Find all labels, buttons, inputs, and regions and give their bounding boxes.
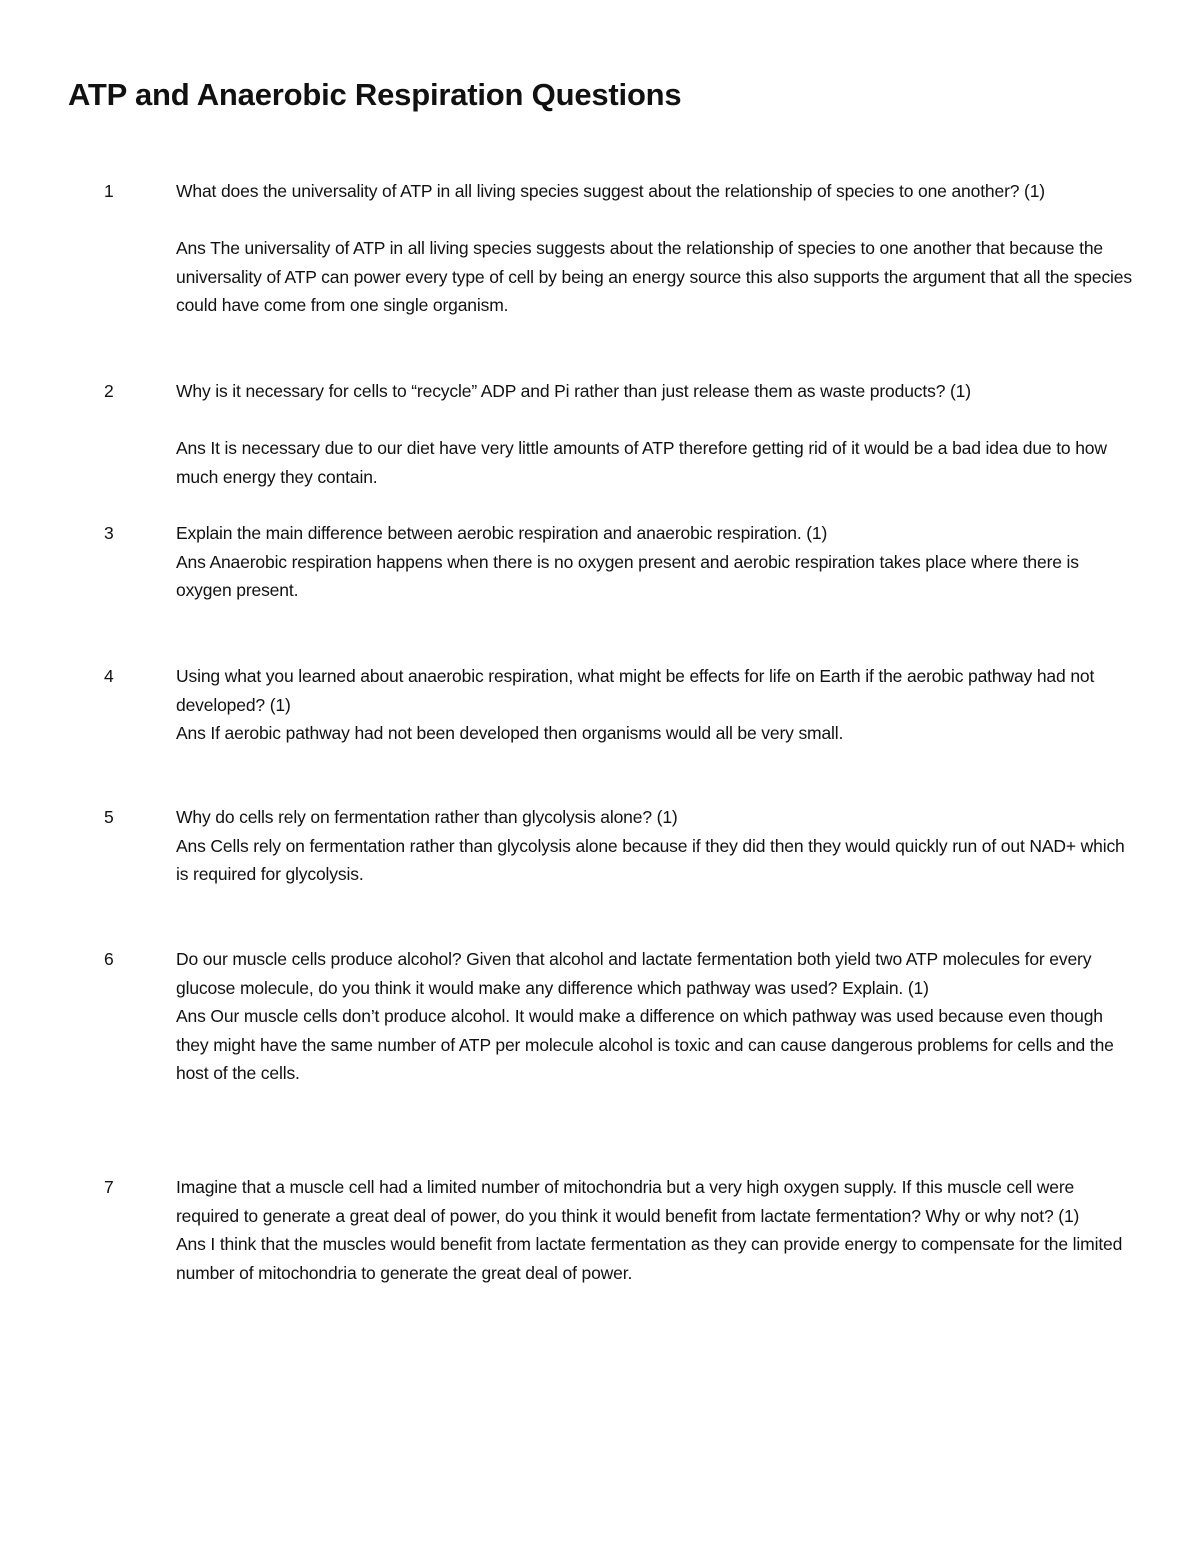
- question-body: [176, 377, 1136, 491]
- answer-text: Ans Our muscle cells don’t produce alcohol. It would make a difference on which pathway was used because even though they might have the same number of ATP per molecule alcohol is toxic and can cause dangerous problems for cells and the host of the cells.: [176, 1006, 1114, 1083]
- answer-text: Ans It is necessary due to our diet have very little amounts of ATP therefore getting rid of it would be a bad idea due to how much energy they contain.: [176, 438, 1107, 487]
- question-text: Why is it necessary for cells to “recycle” ADP and Pi rather than just release them as waste products? (1): [176, 381, 971, 401]
- question-text: Do our muscle cells produce alcohol? Given that alcohol and lactate fermentation both yield two ATP molecules for every glucose molecule, do you think it would make any difference which pathway was used? Explain. (1): [176, 949, 1092, 998]
- answer-text: Ans If aerobic pathway had not been developed then organisms would all be very small.: [176, 723, 844, 743]
- question-text: Why do cells rely on fermentation rather than glycolysis alone? (1): [176, 807, 678, 827]
- question-number: 7: [104, 1177, 114, 1197]
- question-body: [176, 662, 1136, 748]
- answer-text: Ans I think that the muscles would benefit from lactate fermentation as they can provide energy to compensate for the limited number of mitochondria to generate the great deal of power.: [176, 1234, 1123, 1283]
- question-text: Using what you learned about anaerobic respiration, what might be effects for life on Earth if the aerobic pathway had not developed? (1): [176, 666, 1095, 715]
- answer-text: Ans Anaerobic respiration happens when there is no oxygen present and aerobic respiration takes place where there is oxygen present.: [176, 551, 1079, 600]
- answer-text: Ans The universality of ATP in all living species suggests about the relationship of species to one another that because the universality of ATP can power every type of cell by being an energy source this also supports the argument that all the species could have come from one single organism.: [176, 238, 1132, 315]
- question-number: 4: [104, 666, 114, 686]
- document-title: ATP and Anaerobic Respiration Questions: [68, 77, 682, 112]
- question-number: 5: [104, 807, 114, 827]
- answer-text: Ans Cells rely on fermentation rather than glycolysis alone because if they did then they would quickly run of out NAD+ which is required for glycolysis.: [176, 835, 1125, 884]
- question-text: Explain the main difference between aerobic respiration and anaerobic respiration. (1): [176, 523, 828, 543]
- question-number: 1: [104, 181, 114, 201]
- question-text: Imagine that a muscle cell had a limited number of mitochondria but a very high oxygen supply. If this muscle cell were required to generate a great deal of power, do you think it would benefit from lactate fermentation? Why or why not? (1): [176, 1177, 1080, 1226]
- question-number: 3: [104, 523, 114, 543]
- question-number: 2: [104, 381, 114, 401]
- question-body: [176, 945, 1136, 1088]
- question-text: What does the universality of ATP in all living species suggest about the relationship of species to one another? (1): [176, 181, 1045, 201]
- question-body: [176, 803, 1136, 889]
- question-body: [176, 1173, 1136, 1287]
- question-number: 6: [104, 949, 114, 969]
- question-body: [176, 519, 1136, 605]
- question-body: [176, 177, 1136, 320]
